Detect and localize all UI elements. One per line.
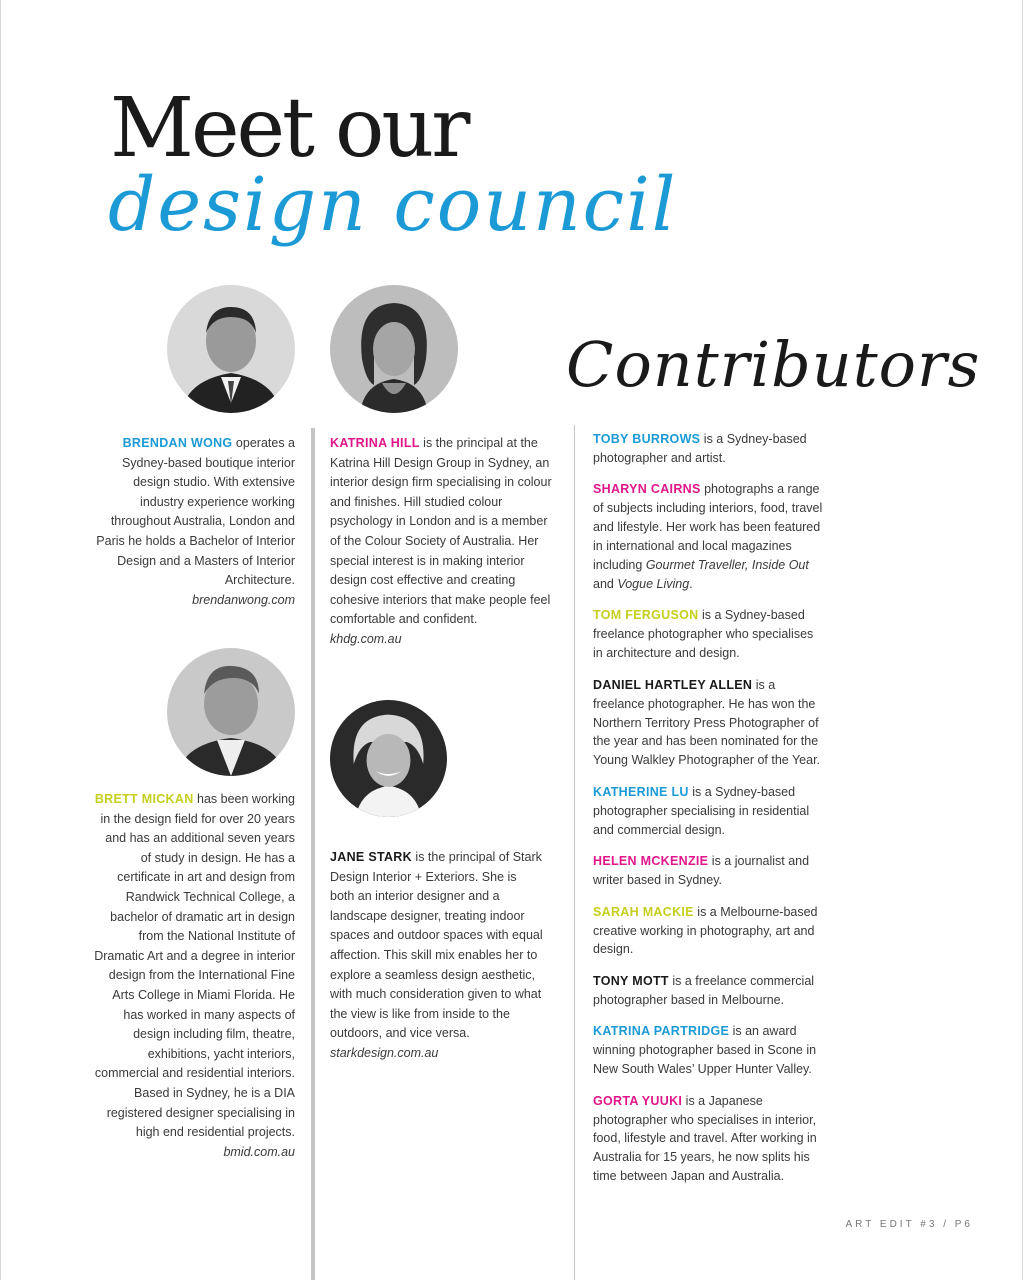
bio-jane-stark — [330, 848, 544, 1064]
column-divider-council — [311, 428, 315, 1280]
bio-text: is the principal at the Katrina Hill Design Group in Sydney, an interior design firm specialising in colour and finishes. Hill studied colour psychology in London and is a member of the Colour Society of Australia. Her special interest is in making interior design cost effective and creating cohesive interiors that make people feel comfortable and confident. — [330, 436, 552, 627]
bio-website[interactable]: starkdesign.com.au — [330, 1045, 439, 1060]
bio-name: JANE STARK — [330, 850, 412, 864]
contributor-text: is a Sydney-based photographer and artist. — [593, 432, 807, 465]
contributor-entry — [593, 1092, 825, 1187]
contributor-text: photographs a range of subjects including interiors, food, travel and lifestyle. Her work has been featured in international and local magazines including — [593, 482, 823, 573]
contributor-name: DANIEL HARTLEY ALLEN — [593, 677, 753, 692]
footer-separator: / — [943, 1219, 949, 1230]
portrait-brendan-wong — [167, 285, 295, 413]
bio-website[interactable]: bmid.com.au — [223, 1144, 295, 1159]
page-title-script: design council — [108, 162, 678, 248]
contributor-name: TOBY BURROWS — [593, 432, 701, 446]
contributor-entry — [593, 852, 825, 890]
contributor-text: is a Japanese photographer who specialises in interior, food, lifestyle and travel. After working in Australia for 15 years, he now splits his time between Japan and Australia. — [593, 1093, 817, 1184]
bio-brendan-wong — [92, 434, 295, 610]
contributor-text: is a Melbourne-based creative working in photography, art and design. — [593, 904, 818, 957]
contributor-name: HELEN MCKENZIE — [593, 854, 709, 869]
contributor-publication: Gourmet Traveller, Inside Out — [645, 558, 809, 573]
contributor-text-end: . — [689, 576, 693, 591]
contributor-text: is a journalist and writer based in Sydney. — [593, 854, 810, 888]
bio-katrina-hill — [330, 434, 555, 650]
bio-name: KATRINA HILL — [330, 436, 420, 450]
page-footer — [846, 1219, 974, 1230]
contributor-name: KATHERINE LU — [593, 784, 689, 799]
contributor-text: is a freelance commercial photographer based in Melbourne. — [593, 973, 815, 1007]
bio-name: BRENDAN WONG — [122, 436, 233, 450]
contributor-entry — [593, 430, 825, 468]
portrait-jane-stark — [330, 700, 447, 817]
bio-brett-mickan — [92, 790, 295, 1162]
page-edge-left — [0, 0, 1, 1280]
contributor-text: is an award winning photographer based in Scone in New South Wales’ Upper Hunter Valley. — [593, 1024, 817, 1077]
contributors-title: Contributors — [566, 328, 981, 401]
contributor-name: GORTA YUUKI — [593, 1093, 683, 1108]
footer-issue: ART EDIT #3 — [845, 1219, 938, 1230]
contributor-entry — [593, 972, 825, 1010]
contributor-name: TOM FERGUSON — [593, 608, 699, 623]
contributor-text: is a Sydney-based photographer specialising in residential and commercial design. — [593, 784, 810, 837]
footer-page-number: P6 — [954, 1219, 973, 1230]
portrait-brett-mickan — [167, 648, 295, 776]
bio-text: operates a Sydney-based boutique interior design studio. With extensive industry experience working throughout Australia, London and Paris he holds a Bachelor of Interior Design and a Masters of Interior Architecture. — [96, 436, 295, 588]
contributor-entry — [593, 783, 825, 840]
contributor-name: SHARYN CAIRNS — [593, 482, 701, 497]
contributor-entry — [593, 480, 825, 593]
contributor-text-mid: and — [593, 576, 618, 591]
contributor-entry — [593, 903, 825, 960]
contributor-entry — [593, 1022, 825, 1079]
contributor-name: SARAH MACKIE — [593, 904, 694, 919]
bio-name: BRETT MICKAN — [94, 792, 194, 806]
contributor-text: is a freelance photographer. He has won the Northern Territory Press Photographer of the year and has been nominated for the Young Walkley Photographer of the Year. — [593, 677, 821, 768]
contributor-name: KATRINA PARTRIDGE — [593, 1024, 730, 1039]
contributor-text: is a Sydney-based freelance photographer who specialises in architecture and design. — [593, 608, 814, 661]
portrait-katrina-hill — [330, 285, 458, 413]
contributor-publication: Vogue Living — [617, 576, 690, 591]
bio-text: is the principal of Stark Design Interior + Exteriors. She is both an interior designer and a landscape designer, treating indoor spaces and outdoor spaces with equal affection. This skill mix enables her to explore a seamless design aesthetic, with much consideration given to what the view is like from inside to the outdoors, and vice versa. — [330, 850, 543, 1041]
bio-website[interactable]: brendanwong.com — [192, 592, 295, 607]
bio-text: has been working in the design field for over 20 years and has an additional seven years of study in design. He has a certificate in art and design from Randwick Technical College, a bachelor of dramatic art in design from the National Institute of Dramatic Art and a degree in interior design from the International Fine Arts College in Miami Florida. He has worked in many aspects of design including film, theatre, exhibitions, yacht interiors, commercial and residential interiors. Based in Sydney, he is a DIA registered designer specialising in high end residential projects. — [94, 792, 295, 1140]
column-divider-contributors — [574, 425, 575, 1280]
contributor-entry — [593, 606, 825, 663]
contributor-entry — [593, 676, 825, 771]
page-title: Meet our — [110, 81, 468, 176]
contributors-list — [593, 430, 825, 1199]
contributor-name: TONY MOTT — [593, 973, 669, 988]
bio-website[interactable]: khdg.com.au — [330, 631, 402, 646]
